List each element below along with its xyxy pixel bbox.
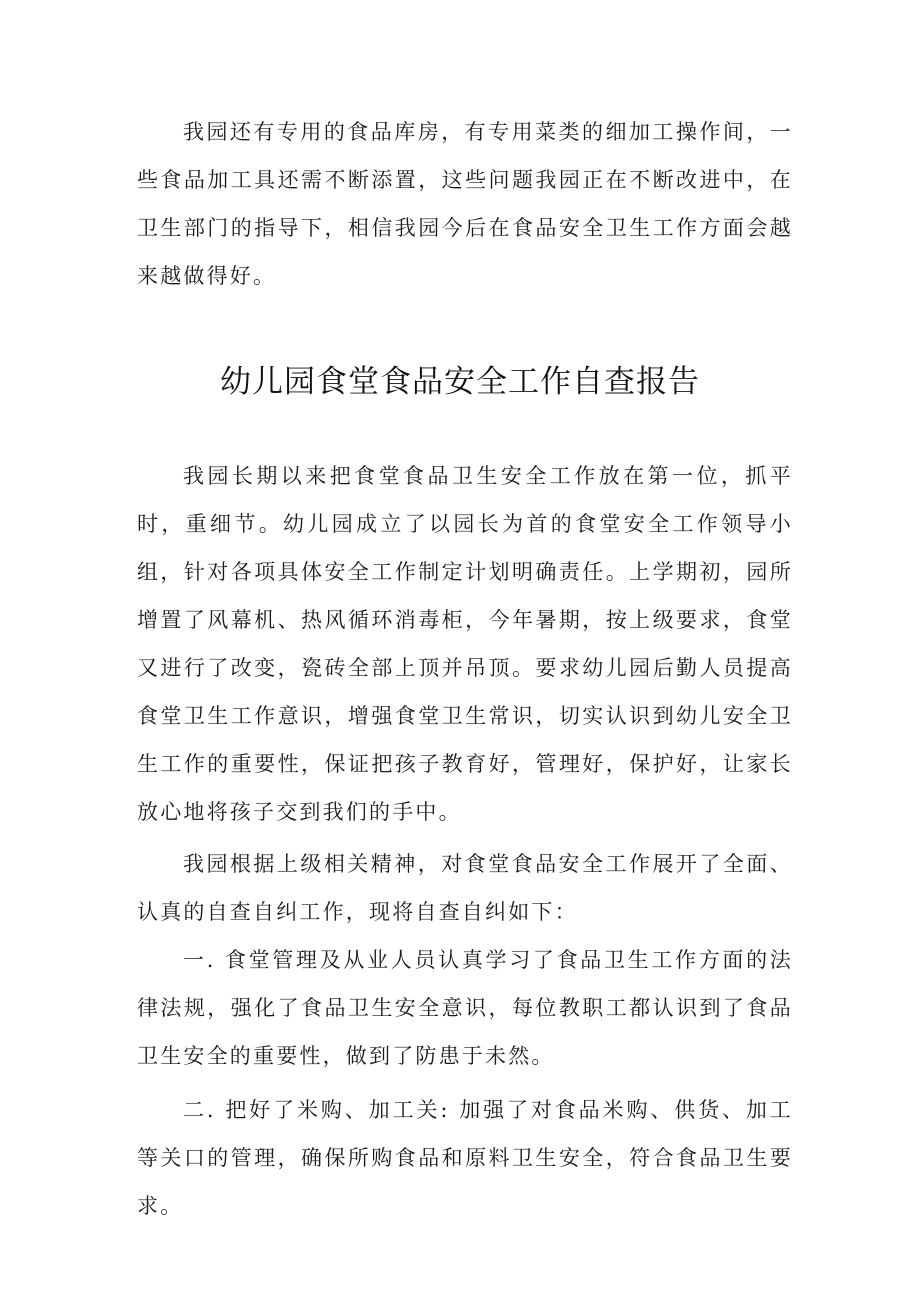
paragraph-item-two: 二. 把好了米购、加工关: 加强了对食品米购、供货、加工等关口的管理，确保所购食品和原料卫生安全，符合食品卫生要求。 bbox=[137, 1098, 793, 1218]
paragraph-item-one: 一. 食堂管理及从业人员认真学习了食品卫生工作方面的法律法规，强化了食品卫生安全意识，每位教职工都认识到了食品卫生安全的重要性，做到了防患于未然。 bbox=[137, 948, 793, 1068]
paragraph-overview: 我园长期以来把食堂食品卫生安全工作放在第一位，抓平时，重细节。幼儿园成立了以园长为首的食堂安全工作领导小组，针对各项具体安全工作制定计划明确责任。上学期初，园所增置了风幕机、热风循环消毒柜，今年暑期，按上级要求，食堂又进行了改变，瓷砖全部上顶并吊顶。要求幼儿园后勤人员提高食堂卫生工作意识，增强食堂卫生常识，切实认识到幼儿安全卫生工作的重要性，保证把孩子教育好，管理好，保护好，让家长放心地将孩子交到我们的手中。 bbox=[137, 464, 793, 824]
paragraph-self-inspection: 我园根据上级相关精神，对食堂食品安全工作展开了全面、认真的自查自纠工作，现将自查自纠如下： bbox=[137, 852, 793, 924]
intro-paragraph: 我园还有专用的食品库房，有专用菜类的细加工操作间，一些食品加工具还需不断添置，这些问题我园正在不断改进中，在卫生部门的指导下，相信我园今后在食品安全卫生工作方面会越来越做得好。 bbox=[137, 120, 793, 288]
report-title: 幼儿园食堂食品安全工作自查报告 bbox=[220, 364, 700, 400]
